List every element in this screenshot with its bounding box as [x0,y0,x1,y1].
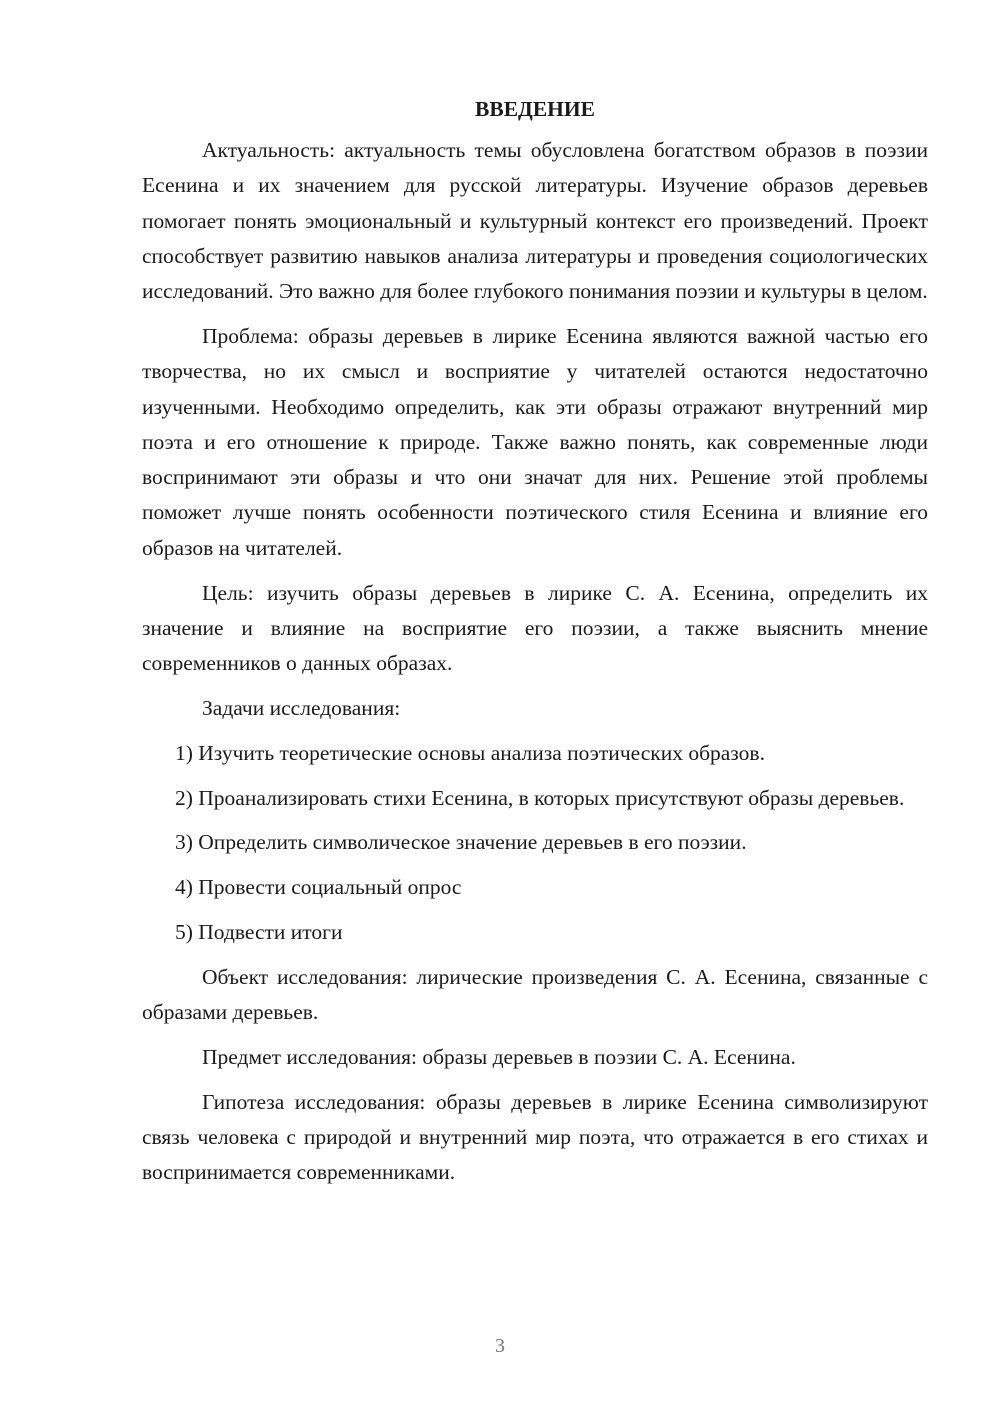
task-item-3: 3) Определить символическое значение деревьев в его поэзии. [175,830,747,855]
page-number: 3 [495,1335,505,1357]
section-heading: ВВЕДЕНИЕ [475,97,595,121]
goal-paragraph: Цель: изучить образы деревьев в лирике С. А. Есенина, определить их значение и влияние на восприятие его поэзии, а также выяснить мнение современников о данных образах. [142,580,928,676]
task-item-5: 5) Подвести итоги [175,919,343,944]
task-item-4: 4) Провести социальный опрос [175,875,462,900]
task-item-2: 2) Проанализировать стихи Есенина, в которых присутствуют образы деревьев. [175,785,905,810]
document-page [142,92,928,1200]
relevance-paragraph: Актуальность: актуальность темы обусловлена богатством образов в поэзии Есенина и их значением для русской литературы. Изучение образов деревьев помогает понять эмоциональный и культурный контекст его произведений. Проект способствует развитию навыков анализа литературы и проведения социологических исследований. Это важно для более глубокого понимания поэзии и культуры в целом. [142,138,928,304]
problem-paragraph: Проблема: образы деревьев в лирике Есенина являются важной частью его творчества, но их смысл и восприятие у читателей остаются недостаточно изученными. Необходимо определить, как эти образы отражают внутренний мир поэта и его отношение к природе. Также важно понять, как современные люди воспринимают эти образы и что они значат для них. Решение этой проблемы поможет лучше понять особенности поэтического стиля Есенина и влияние его образов на читателей. [142,323,928,560]
object-paragraph: Объект исследования: лирические произведения С. А. Есенина, связанные с образами деревьев. [142,964,928,1025]
task-item-1: 1) Изучить теоретические основы анализа поэтических образов. [175,740,765,765]
hypothesis-paragraph: Гипотеза исследования: образы деревьев в лирике Есенина символизируют связь человека с природой и внутренний мир поэта, что отражается в его стихах и воспринимается современниками. [142,1089,928,1185]
subject-paragraph: Предмет исследования: образы деревьев в поэзии С. А. Есенина. [202,1044,796,1069]
tasks-title: Задачи исследования: [202,695,401,720]
